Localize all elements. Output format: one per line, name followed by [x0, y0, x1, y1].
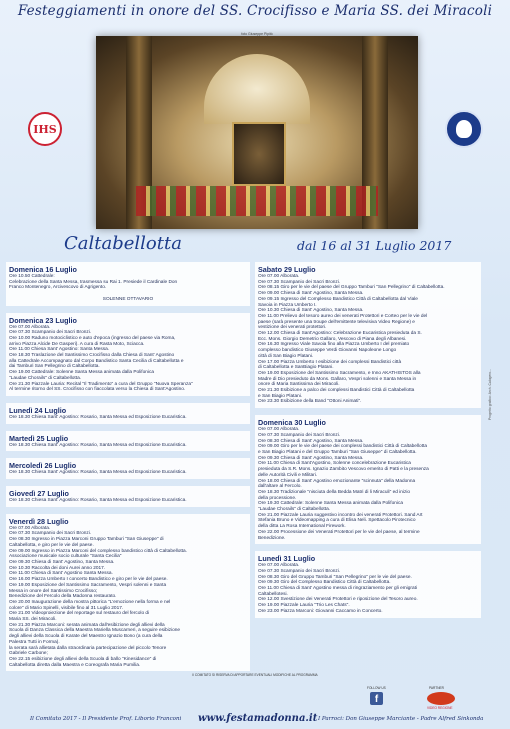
program-line: Ore 08.15 Giro per le vie del paese del Gruppo Tamburi "San Pellegrino" di Caltabellotta. [258, 285, 445, 291]
day-block [6, 486, 250, 507]
program-line: e San Biagio Platani e del Gruppo Tamburi "San Giuseppe" di Caltabellotta. [258, 449, 417, 455]
program-line: Ore 18.30 Chiesa Sant' Agostino: Rosario, Santa Messa ed Esposizione Eucaristica. [9, 414, 187, 420]
program-line: Messa in onore del Santissimo Crocifisso; [9, 588, 98, 594]
program-line: onore di Maria Santissima dei Miracoli. [258, 382, 340, 388]
program-line: la serata sarà allietata dalla straordinaria partecipazione del piccolo Tenore [9, 645, 167, 651]
day-block [255, 262, 481, 408]
program-line: Ore 09.15 Ingresso del Complesso Bandistico Città di Caltabellotta dal Viale [258, 296, 418, 302]
program-line: Palestra Tutti in Forma). [9, 639, 60, 645]
program-line: dall'altare al Fercolo. [258, 484, 302, 490]
crucifix [232, 122, 286, 186]
side-credit: Progetto grafico: Arch. Calogero... [488, 368, 492, 420]
committee-note: Il COMITATO SI RISERVA DI APPORTARE EVENTUALI MODIFICHE AL PROGRAMMA [192, 673, 318, 677]
program-line: Ore 09.00 Ingresso in Piazza Marconi del complesso bandistico città di Caltabellotta. [9, 548, 187, 554]
day-heading: Domenica 16 Luglio [9, 265, 77, 274]
program-line: città di San Biagio Platani. [258, 353, 314, 359]
day-heading: Lunedì 31 Luglio [258, 554, 316, 564]
day-block [6, 403, 250, 424]
footer-parish: I Parroci: Don Giuseppe Marciante - Padre Alfred Sinkonda [318, 716, 484, 722]
city-name: Caltabellotta [64, 233, 182, 254]
day-block [255, 551, 481, 617]
program-line: colore" di Mario Spinelli, visibile fino al 31 Luglio 2017. [9, 605, 124, 611]
day-heading: Domenica 23 Luglio [9, 315, 77, 325]
program-line: Ore 18.30 Chiesa Sant' Agostino: Rosario, Santa Messa ed Esposizione Eucaristica. [9, 442, 187, 448]
program-line: vestizione dei venerati protettori. [258, 325, 327, 331]
program-line: Caltabellotta, e giro per le vie del paese. [9, 542, 94, 548]
altar-arch [204, 54, 310, 124]
program-line: Caltabellotta diretta dalla Maestra e Coreografa Maria Pumilia. [9, 662, 141, 668]
program-line: Al termine ritorno del SS. Crocifisso con fiaccolata verso la Chiesa di Sant'Agostino. [9, 387, 186, 393]
program-line: Franco Montenegro, Arcivescovo di Agrigento. [9, 285, 107, 291]
footer-committee: Il Comitato 2017 - Il Presidente Prof. Liborio Franconi [30, 716, 182, 722]
program-line: Ore 18.30 Traslazione del Santissimo Crocifisso dalla Chiesa di Sant' Agostino [9, 353, 175, 359]
day-block [6, 262, 250, 306]
ihs-emblem-text: IHS [33, 122, 57, 136]
program-line: degli allievi della Scuola di Karate del Maestro Ignazio Bono (a cura della [9, 634, 163, 640]
program-line: Ore 09.30 Chiesa di Sant' Agostino, Santa Messa. [9, 559, 115, 565]
program-line: Ore 07.30 Scampanio dei Sacri Bronzi. [9, 531, 92, 537]
program-line: Scuola di Danza Classica della Maestra Mariella Muscarneri, a seguire esibizione [9, 628, 181, 634]
day-block [6, 514, 250, 672]
program-line: Ore 16.00 Piazza Umberto I concerto Bandistico e giro per le vie del paese. [9, 577, 168, 583]
program-line: Ore 11.00 Chiesa di Sant' Agostino Santa Messa. [9, 571, 113, 577]
program-line: Gabriele Carbone; [9, 651, 48, 657]
program-line: di Caltabellotta e SanBiagio Platani. [258, 365, 334, 371]
day-heading: Lunedì 24 Luglio [9, 405, 67, 415]
program-line: Ore 09.00 Chiesa di Sant' Agostino, Santa Messa. [258, 291, 364, 297]
facebook-letter: f [374, 694, 379, 705]
program-line: Ore 21.30 Esibizione a palco dei complessi Bandistici Città di Caltabellotta [258, 388, 415, 394]
program-line: Celebrazione della Santa Messa, trasmessa su Rai 1. Presiede il Cardinale Don [9, 279, 178, 285]
program-line: presieduta da S.R. Mons. Ignazio Zambito Vescovo emerito di Patti e la presenza [258, 467, 429, 473]
program-line: Ore 07.00 Alborata. [258, 427, 300, 433]
program-line: Maria SS. dei Miracoli. [9, 617, 57, 623]
program-line: paese (sarà presente una troupe dell'emittente televisiva Video Regione) e [258, 319, 415, 325]
program-line: Ore 07.30 Scampanio dei Sacri Bronzi. [258, 432, 341, 438]
program-line: Ore 22.00 Processione dei Venerati Protettori per le vie del paese, al termine [258, 529, 420, 535]
partner-label: PARTNER [429, 686, 444, 690]
program-line: Ore 21.30 Piazza Marconi: serata animata dall'esibizione degli allievi della [9, 622, 165, 628]
program-line: Stefania Bruno e Videomapping a cura di Elisa Neli. Spettacolo Pirotecnico [258, 518, 416, 524]
festival-dates: dal 16 al 31 Luglio 2017 [297, 238, 452, 253]
facebook-icon[interactable] [370, 692, 383, 705]
program-line: Ore 17.00 Piazza Umberto I esibizione dei complessi Bandistici città [258, 359, 402, 365]
program-line: Ore 22.15 esibizione degli allievi della Scuola di ballo "Kinesidance" di [9, 656, 157, 662]
program-line: Ore 16.30 Ingresso Viale Savoia fino alla Piazza Umberto I del premiato [258, 342, 410, 348]
day-block [6, 458, 250, 479]
program-line: Ore 11.00 Chiesa di Sant'Agostino, Solenne concelebrazione Eucaristica [258, 461, 411, 467]
program-line: Ore 08.30 Chiesa di Sant' Agostino, Santa Messa. [258, 438, 364, 444]
program-line: Ore 23.30 Esibizione della Band "Ottoni Animati". [258, 399, 362, 405]
program-line: Ore 09.30 Chiesa di Sant' Agostino, Santa Messa. [258, 455, 364, 461]
program-line: Ore 10.50 Cattedrale: [9, 274, 55, 279]
program-line: Ore 23.00 Piazza Marconi: Giovanni Caccamo in Concerto. [258, 608, 383, 614]
day-block [6, 431, 250, 452]
program-line: Ore 08.30 Ingresso in Piazza Marconi Gruppo Tamburi "San Giuseppe" di [9, 537, 164, 543]
program-line: Associazione musicale socio culturale "Santa Cecilia" [9, 554, 122, 560]
program-line: SOLENNE OTTAVARIO [102, 296, 154, 302]
day-heading: Venerdì 28 Luglio [9, 516, 69, 526]
program-line: arrivo Piazza Alcide De Gasperi). A cura di Rasta Moto, Sciacca. [9, 341, 145, 347]
day-heading: Martedì 25 Luglio [9, 433, 69, 443]
day-heading: Mercoledì 26 Luglio [9, 461, 77, 471]
program-line: Ore 07.30 Scampanio dei Sacri Bronzi. [258, 568, 341, 574]
follow-label: FOLLOW US [367, 686, 386, 690]
program-line: Ore 18.30 Tradizionale "nisciuta della Bedda Matri di li Miraculi" ed inizio [258, 489, 411, 495]
program-line: Ore 18.30 Chiesa Sant' Agostino: Rosario, Santa Messa ed Esposizione Eucaristica. [9, 498, 187, 504]
footer-website-link[interactable]: www.festamadonna.it [198, 713, 318, 724]
program-line: Ore 07.00 Alborata. [258, 274, 300, 279]
program-line: Ore 11.00 Chiesa Sant' Agostino: Santa Messa. [9, 347, 110, 353]
ihs-emblem-icon [28, 112, 62, 146]
program-column-left [6, 262, 250, 678]
poster-title: Festeggiamenti in onore del SS. Crocifisso e Maria SS. dei Miracoli [17, 3, 493, 19]
program-line: Savoia in Piazza Umberto I. [258, 302, 317, 308]
program-line: Ore 19.00 Esposizione del Santissimo Sacramento, e Inno AKATHISTOS alla [258, 370, 421, 376]
day-heading: Giovedì 27 Luglio [9, 489, 69, 499]
altar-photo [96, 32, 418, 229]
program-line: della processione. [258, 495, 297, 501]
program-line: Ore 07.00 Alborata. [9, 324, 51, 330]
day-heading: Domenica 30 Luglio [258, 418, 326, 428]
program-line: Ore 19.00 Piazzale Lauria "Trio Les Chats". [258, 603, 350, 609]
program-line: "Laudae Chorails" di Caltabellotta. [258, 507, 331, 513]
program-line: Ore 07.30 Scampanio dei Sacri Bronzi. [9, 330, 92, 336]
program-line: Ore 18.30 Chiesa Sant' Agostino: Rosario, Santa Messa ed Esposizione Eucaristica. [9, 470, 187, 476]
program-line: Ore 21.00 Videoproiezione del reportage sul restauro del fercolo di [9, 611, 150, 617]
program-line: Benedizione. [258, 535, 286, 541]
marian-emblem-icon [445, 110, 483, 148]
footer [0, 713, 510, 729]
altar-flowers [136, 186, 378, 216]
day-block [6, 313, 250, 396]
program-line: della ditta La Rosa International Firework. [258, 524, 346, 530]
program-line: Ore 07.30 Scampanio dei Sacri Bronzi. [258, 279, 341, 285]
program-line: Madre di Dio presieduto da Mons. Gallaro, Vespri solenni e Santa Messa in [258, 376, 417, 382]
program-line: Ore 12.00 Chiesa di Sant'Agostino: Celebrazione Eucaristica presieduta da S. [258, 331, 422, 337]
program-line: Ore 21.30 Piazzale Lauria: Recital "Il Tradimento" a cura del Gruppo "Nuova Speranza" [9, 381, 193, 387]
program-line: Ore 19.00 Esposizione del Santissimo Sacramento, Vespri solenni e Santa [9, 582, 167, 588]
program-line: "Laudae Chorails" di Caltabellotta. [9, 375, 82, 381]
program-line: Ore 10.30 Raccolta dei doni Aurei anno 2017. [9, 565, 106, 571]
program-line: Ore 19.30 Cattedrale: Solenne Santa Messa animata dalla Polifonica [258, 501, 403, 507]
program-line: Ore 19.00 Cattedrale: Solenne Santa Messa animata dalla Polifonica [9, 370, 154, 376]
program-line: dai Tamburi San Pellegrino di Caltabellotta. [9, 364, 100, 370]
program-line: Ore 09.30 Giro del Complesso Bandistico Città di Caltabellotta. [258, 580, 391, 586]
program-line: Ore 11.00 Chiesa di Sant' Agostino messa di ringraziamento per gli emigrati [258, 586, 417, 592]
program-line: Caltabellotesi. [258, 591, 288, 597]
program-line: alla Cattedrale Accompagnato dal Corpo Bandistico Santa Cecilia di Caltabellotta e [9, 358, 184, 364]
program-line: delle Autorità Civili e Militari. [258, 472, 318, 478]
program-line: Ore 20.00 Inaugurazione della mostra pittorica "L'emozione nella forma e nel [9, 599, 171, 605]
program-line: complesso bandistico Giuseppe Verdi Giovanni Napoleone Longo [258, 348, 397, 354]
program-line: Ore 10.00 Raduno motociclistico e auto d'epoca (ingresso del paese via Roma, [9, 335, 176, 341]
program-line: Ore 07.00 Alborata. [9, 525, 51, 531]
day-heading: Sabato 29 Luglio [258, 265, 316, 274]
program-line: Ore 18.00 Chiesa di Sant' Agostino emozionante "scinnuta" della Madonna [258, 478, 416, 484]
program-column-right [255, 262, 481, 625]
program-line: Ore 11.00 Prelievo del tesoro aureo dei venerati Protettori e Corteo per le vie del [258, 313, 428, 319]
day-block [255, 415, 481, 544]
program-line: Ecc. Mons. Giorgio Demetrio Gallaro, Vescovo di Piana degli Albanesi. [258, 336, 407, 342]
program-line: Ore 09.00 Giro per le vie del paese dei complessi bandistici Città di Caltabellotta [258, 444, 427, 450]
program-line: Ore 10.30 Chiesa di Sant' Agostino, Santa Messa. [258, 308, 364, 314]
video-regione-logo-icon [427, 692, 455, 705]
video-regione-label: VIDEO REGIONE [427, 706, 453, 710]
program-line: Benedizione del Fercolo della Madonna restaurato. [9, 594, 117, 600]
program-line: Ore 07.00 Alborata. [258, 563, 300, 569]
social-partners [355, 686, 475, 712]
program-line: Ore 08.30 Giro del Gruppo Tamburi "San Pellegrino" per le vie del paese. [258, 574, 412, 580]
program-line: Ore 21.00 Piazzale Lauria suggestivo incontro dei venerati Protettori. Sand Art [258, 512, 423, 518]
photo-caption: foto Giuseppe Pipitò [241, 32, 273, 36]
program-line: e San Biagio Platani. [258, 393, 303, 399]
program-line: Ore 12.00 Svestizione dei Venerati Protettori e riposizione del Tesoro aureo. [258, 597, 418, 603]
